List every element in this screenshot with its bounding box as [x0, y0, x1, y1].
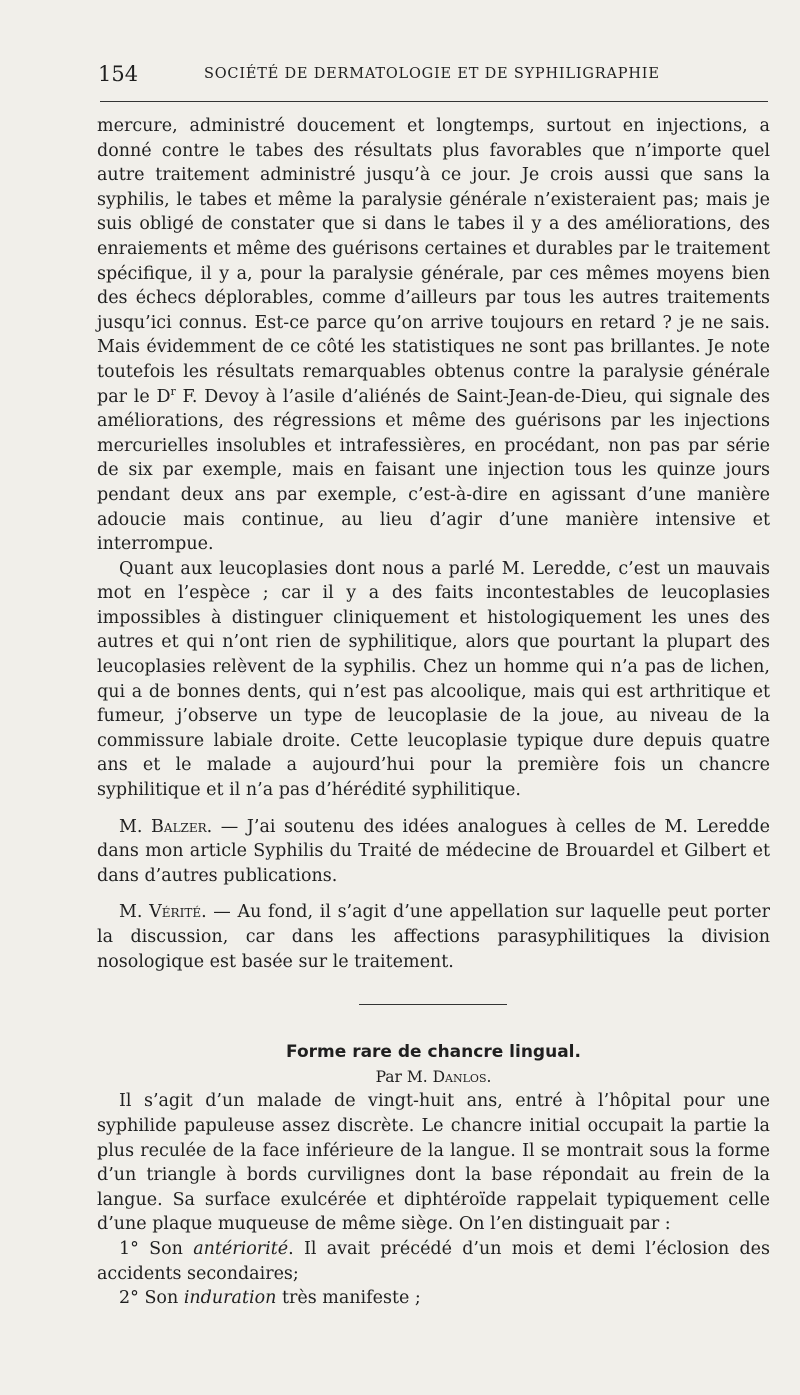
speaker-name: Vérité. [149, 902, 207, 923]
speaker-name: Balzer. [151, 816, 213, 837]
header-rule [100, 101, 768, 102]
body-text [97, 114, 770, 1311]
running-title: SOCIÉTÉ DE DERMATOLOGIE ET DE SYPHILIGRAPHIE [204, 66, 660, 82]
section-divider [359, 1004, 507, 1005]
page-header [98, 62, 770, 96]
article-byline: Par M. Danlos. [375, 1067, 492, 1086]
paragraph-verite: M. Vérité. — Au fond, il s’agit d’une appellation sur laquelle peut porter la discussion, car dans les affections parasyphilitiques la division nosologique est basée sur le traitement. [97, 902, 770, 972]
paragraph-leucoplasies: Quant aux leucoplasies dont nous a parlé M. Leredde, c’est un mauvais mot en l’espèce ; car il y a des faits incontestables de leucoplasies impossibles à distinguer cliniquement et histologiquement les unes des autres et qui n’ont rien de syphilitique, alors que pourtant la plupart des leucoplasies relèvent de la syphilis. Chez un homme qui n’a pas de lichen, qui a de bonnes dents, qui n’est pas alcoolique, mais qui est arthritique et fumeur, j’observe un type de leucoplasie de la joue, au niveau de la commissure labiale droite. Cette leucoplasie typique dure depuis quatre ans et le malade a aujourd’hui pour la première fois un chancre syphilitique et il n’a pas d’hérédité syphilitique. [97, 558, 770, 801]
paragraph-balzer: M. Balzer. — J’ai soutenu des idées analogues à celles de M. Leredde dans mon article Syphilis du Traité de médecine de Brouardel et Gilbert et dans d’autres publications. [97, 816, 770, 886]
paragraph-case: Il s’agit d’un malade de vingt-huit ans, entré à l’hôpital pour une syphilide papuleuse assez discrète. Le chancre initial occupait la partie la plus reculée de la face inférieure de la langue. Il se montrait sous la forme d’un triangle à bords curvilignes dont la base répondait au frein de la langue. Sa surface exulcérée et diphtéroïde rappelait typiquement celle d’une plaque muqueuse de même siège. On l’en distinguait par : [97, 1091, 770, 1235]
page-number: 154 [98, 62, 139, 86]
list-item-1: 1° Son antériorité. Il avait précédé d’un mois et demi l’éclosion des accidents secondaires; [97, 1238, 771, 1284]
article-title: Forme rare de chancre lingual. [286, 1042, 581, 1063]
paragraph-mercure: mercure, administré doucement et longtemps, surtout en injections, a donné contre le tabes des résultats plus favorables que n’importe quel autre traitement administré jusqu’à ce jour. Je crois aussi que sans la syphilis, le tabes et même la paralysie générale n’existeraient pas; mais je suis obligé de constater que si dans le tabes il y a des améliorations, des enraiements et même des guérisons certaines et durables par le traitement spécifique, il y a, pour la paralysie générale, par ces mêmes moyens bien des échecs déplorables, comme d’ailleurs par tous les autres traitements jusqu’ici connus. Est-ce parce qu’on arrive toujours en retard ? je ne sais. Mais évidemment de ce côté les statistiques ne sont pas brillantes. Je note toutefois les résultats remarquables obtenus contre la paralysie générale par le $D^r$ F. Devoy à l’asile d’aliénés de Saint-Jean-de-Dieu, qui signale des améliorations, des régressions et même des guérisons par les injections mercurielles insolubles et intrafessières, en procédant, non pas par série de six par exemple, mais en faisant une injection tous les quinze jours pendant deux ans par exemple, c’est-à-dire en agissant d’une manière adoucie mais continue, au lieu d’agir d’une manière intensive et interrompue. [97, 116, 770, 555]
list-item-2: 2° Son induration très manifeste ; [119, 1288, 421, 1309]
author-name: Danlos. [432, 1067, 492, 1086]
